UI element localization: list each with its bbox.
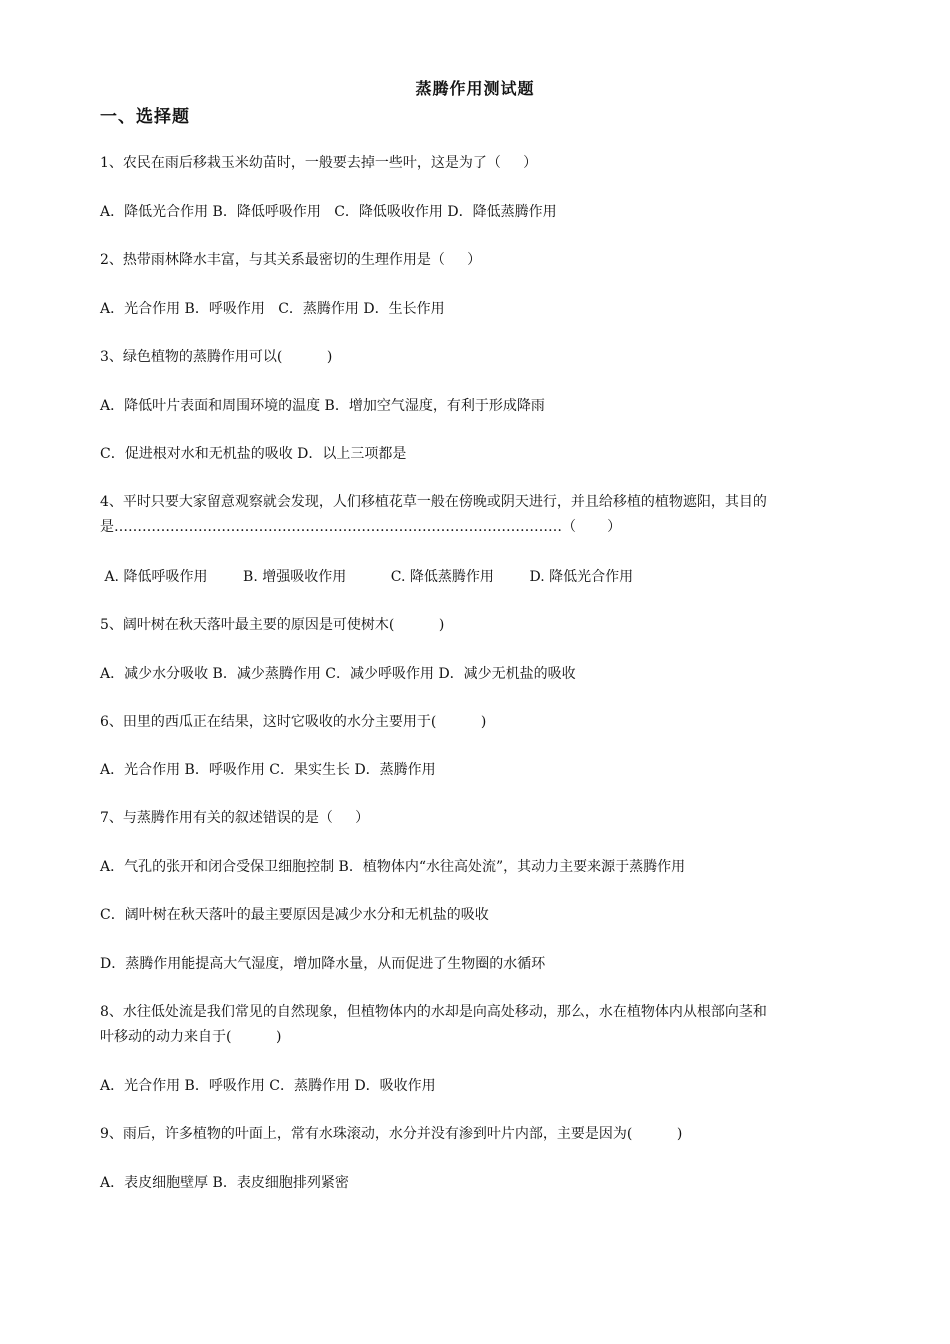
page-title: 蒸腾作用测试题 xyxy=(415,79,535,98)
question-4-line-1: 4、平时只要大家留意观察就会发现，人们移植花草一般在傍晚或阴天进行，并且给移植的植物遮阳，其目的 xyxy=(100,494,767,510)
question-7-options-line-1: A．气孔的张开和闭合受保卫细胞控制 B．植物体内“水往高处流”，其动力主要来源于蒸腾作用 xyxy=(100,859,686,875)
question-7: 7、与蒸腾作用有关的叙述错误的是（ ） xyxy=(100,810,370,826)
question-3-options-line-2: C．促进根对水和无机盐的吸收 D．以上三项都是 xyxy=(100,446,407,462)
question-3-options-line-1: A．降低叶片表面和周围环境的温度 B．增加空气湿度，有利于形成降雨 xyxy=(100,398,545,414)
question-8-line-2: 叶移动的动力来自于( ) xyxy=(100,1029,282,1045)
question-2: 2、热带雨林降水丰富，与其关系最密切的生理作用是（ ） xyxy=(100,252,482,268)
question-4-options: A. 降低呼吸作用 B. 增强吸收作用 C. 降低蒸腾作用 D. 降低光合作用 xyxy=(100,569,634,585)
question-3: 3、绿色植物的蒸腾作用可以( ) xyxy=(100,349,333,365)
question-7-options-line-3: D．蒸腾作用能提高大气湿度，增加降水量，从而促进了生物圈的水循环 xyxy=(100,956,546,972)
question-8-options: A．光合作用 B．呼吸作用 C．蒸腾作用 D．吸收作用 xyxy=(100,1078,436,1094)
question-8-line-1: 8、水往低处流是我们常见的自然现象，但植物体内的水却是向高处移动，那么，水在植物体内从根部向茎和 xyxy=(100,1004,767,1020)
question-5: 5、阔叶树在秋天落叶最主要的原因是可使树木( ) xyxy=(100,617,445,633)
question-6-options: A．光合作用 B．呼吸作用 C．果实生长 D．蒸腾作用 xyxy=(100,762,436,778)
question-1-options: A．降低光合作用 B．降低呼吸作用 C．降低吸收作用 D．降低蒸腾作用 xyxy=(100,204,557,220)
question-4 xyxy=(100,490,860,540)
question-5-options: A．减少水分吸收 B．减少蒸腾作用 C．减少呼吸作用 D．减少无机盐的吸收 xyxy=(100,666,576,682)
question-9: 9、雨后，许多植物的叶面上，常有水珠滚动，水分并没有渗到叶片内部，主要是因为( ) xyxy=(100,1126,683,1142)
question-6: 6、田里的西瓜正在结果，这时它吸收的水分主要用于( ) xyxy=(100,714,487,730)
question-2-options: A．光合作用 B．呼吸作用 C．蒸腾作用 D．生长作用 xyxy=(100,301,445,317)
question-8 xyxy=(100,1000,860,1050)
question-7-options-line-2: C．阔叶树在秋天落叶的最主要原因是减少水分和无机盐的吸收 xyxy=(100,907,489,923)
question-4-line-2: 是……………………………………………………………………………………（ ） xyxy=(100,519,622,535)
question-1: 1、农民在雨后移栽玉米幼苗时，一般要去掉一些叶，这是为了（ ） xyxy=(100,155,538,171)
section-heading: 一、选择题 xyxy=(100,107,190,127)
question-9-options: A．表皮细胞壁厚 B．表皮细胞排列紧密 xyxy=(100,1175,349,1191)
